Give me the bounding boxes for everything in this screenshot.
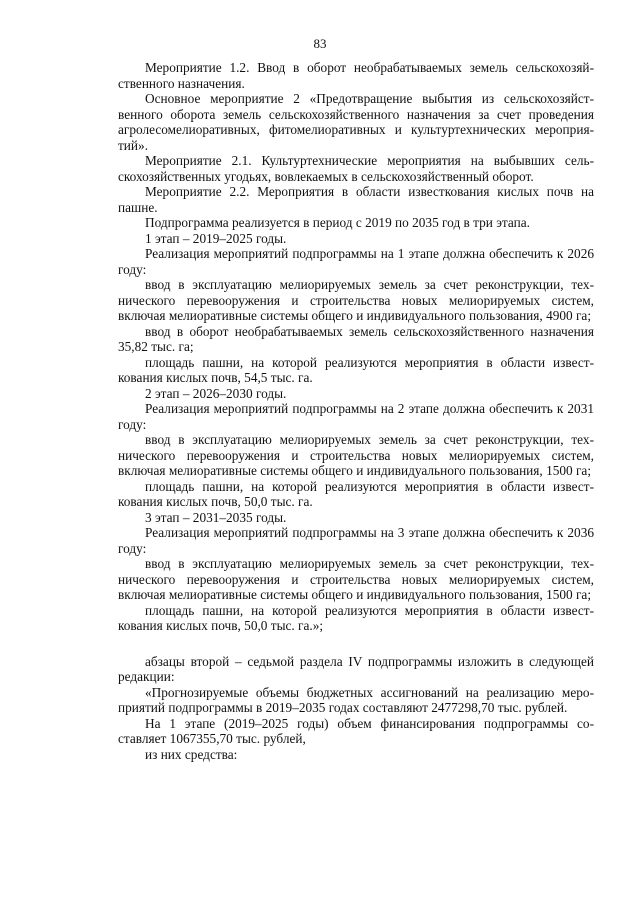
paragraph-stage-1-intro: Реализация мероприятий подпрограммы на 1 этапе должна обеспечить к 2026 году: [118,246,594,277]
page-number: 83 [313,36,327,51]
document-body [118,60,594,762]
paragraph-stage-3-heading: 3 этап – 2031–2035 годы. [145,509,287,525]
paragraph-stage-3-intro: Реализация мероприятий подпрограммы на 3 этапе должна обеспечить к 2036 году: [118,525,594,556]
paragraph-stage-2-heading: 2 этап – 2026–2030 годы. [145,385,287,401]
paragraph-stage-1-land-turnover: ввод в оборот необрабатываемых земель сельскохозяйственного назначения 35,82 тыс. га; [118,323,594,354]
paragraph-stage-2-liming: площадь пашни, на которой реализуются мероприятия в области известкования кислых почв, 50,0 тыс. га. [118,478,594,509]
paragraph-implementation-period: Подпрограмма реализуется в период с 2019 по 2035 год в три этапа. [145,215,530,230]
paragraph-stage-2-reclamation: ввод в эксплуатацию мелиорируемых земель за счет реконструкции, технического перевооружения и строительства новых мелиорируемых систем, включая мелиоративные системы общего и индивидуального пользования, 1500 га; [118,432,594,478]
paragraph-main-activity-2: Основное мероприятие 2 «Предотвращение выбытия из сельскохозяйственного оборота земель сельскохозяйственного назначения за счет проведения агролесомелиоративных, фитомелиоративных и культуртехнических мероприятий». [118,91,594,153]
paragraph-activity-1-2: Мероприятие 1.2. Ввод в оборот необрабатываемых земель сельскохозяйственного назначения. [118,60,594,91]
paragraph-activity-2-2: Мероприятие 2.2. Мероприятия в области известкования кислых почв на пашне. [118,184,594,215]
paragraph-budget-total: «Прогнозируемые объемы бюджетных ассигнований на реализацию мероприятий подпрограммы в 2019–2035 годах составляют 2477298,70 тыс. рублей. [118,684,594,715]
paragraph-stage-1-reclamation: ввод в эксплуатацию мелиорируемых земель за счет реконструкции, технического перевооружения и строительства новых мелиорируемых систем, включая мелиоративные системы общего и индивидуального пользования, 4900 га; [118,277,594,323]
paragraph-stage-2-intro: Реализация мероприятий подпрограммы на 2 этапе должна обеспечить к 2031 году: [118,401,594,432]
paragraph-stage-3-reclamation: ввод в эксплуатацию мелиорируемых земель за счет реконструкции, технического перевооружения и строительства новых мелиорируемых систем, включая мелиоративные системы общего и индивидуального пользования, 1500 га; [118,556,594,602]
paragraph-funds-from: из них средства: [145,746,238,762]
paragraph-section-iv-amendment: абзацы второй – седьмой раздела IV подпрограммы изложить в следующей редакции: [118,653,594,684]
paragraph-stage-3-liming: площадь пашни, на которой реализуются мероприятия в области известкования кислых почв, 50,0 тыс. га.»; [118,602,594,633]
paragraph-stage-1-heading: 1 этап – 2019–2025 годы. [145,230,287,246]
paragraph-activity-2-1: Мероприятие 2.1. Культуртехнические мероприятия на выбывших сельскохозяйственных угодьях, вовлекаемых в сельскохозяйственный оборот. [118,153,594,184]
paragraph-stage-1-liming: площадь пашни, на которой реализуются мероприятия в области известкования кислых почв, 54,5 тыс. га. [118,354,594,385]
paragraph-stage-1-financing: На 1 этапе (2019–2025 годы) объем финансирования подпрограммы составляет 1067355,70 тыс. рублей, [118,715,594,746]
